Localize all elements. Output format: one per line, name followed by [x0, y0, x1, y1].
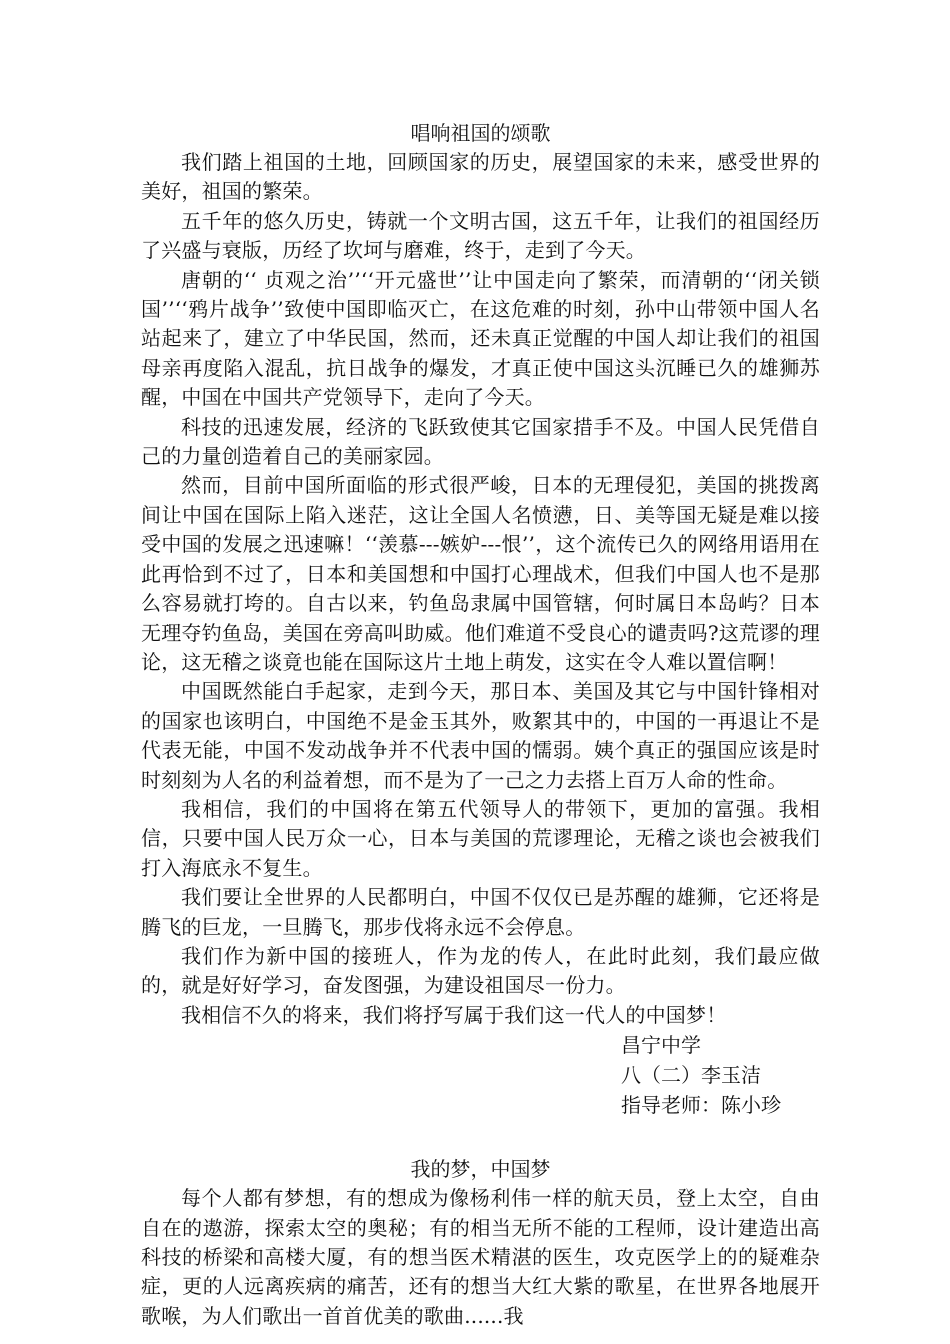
essay-1-paragraph: 我们踏上祖国的土地，回顾国家的历史，展望国家的未来，感受世界的美好，祖国的繁荣。	[141, 150, 820, 204]
essay-1-signature	[621, 1030, 820, 1120]
essay-1-paragraph: 五千年的悠久历史，铸就一个文明古国，这五千年，让我们的祖国经历了兴盛与衰版，历经了坎坷与磨难，终于，走到了今天。	[141, 208, 820, 263]
essay-1-paragraph: 我们作为新中国的接班人，作为龙的传人，在此时此刻，我们最应做的，就是好好学习，奋发图强，为建设祖国尽一份力。	[141, 943, 820, 998]
essay-2-paragraph: 每个人都有梦想，有的想成为像杨利伟一样的航天员，登上太空，自由自在的遨游，探索太空的奥秘；有的相当无所不能的工程师，设计建造出高科技的桥梁和高楼大厦，有的想当医术精湛的医生，攻克医学上的的疑难杂症，更的人远离疾病的痛苦，还有的想当大红大紫的歌星，在世界各地展开歌喉，为人们歌出一首首优美的歌曲......我	[141, 1186, 820, 1328]
school-name: 昌宁中学	[621, 1033, 701, 1058]
essay-1-paragraph: 然而，目前中国所面临的形式很严峻，日本的无理侵犯，美国的挑拨离间让中国在国际上陷入迷茫，这让全国人名愤懑，日、美等国无疑是难以接受中国的发展之迅速嘛！‘‘羡慕---嫉妒---恨’’，这个流传已久的网络用语用在此再恰到不过了，日本和美国想和中国打心理战术，但我们中国人也不是那么容易就打垮的。自古以来，钓鱼岛隶属中国管辖，何时属日本岛屿？日本无理夺钓鱼岛，美国在旁高叫助威。他们难道不受良心的谴责吗?这荒谬的理论，这无稽之谈竟也能在国际这片土地上萌发，这实在令人难以置信啊！	[141, 473, 820, 674]
essay-1-paragraph: 我相信不久的将来，我们将抒写属于我们这一代人的中国梦！	[181, 1002, 727, 1027]
essay-1-paragraph: 我相信，我们的中国将在第五代领导人的带领下，更加的富强。我相信，只要中国人民万众一心，日本与美国的荒谬理论，无稽之谈也会被我们打入海底永不复生。	[141, 796, 820, 880]
essay-2-body	[141, 1184, 820, 1331]
essay-1-body	[141, 148, 820, 1030]
document-page	[141, 118, 820, 1331]
essay-2-title: 我的梦，中国梦	[410, 1157, 551, 1182]
essay-1-paragraph: 唐朝的‘‘ 贞观之治’’‘‘开元盛世’’让中国走向了繁荣，而清朝的‘‘闭关锁国’’‘‘鸦片战争’’致使中国即临灭亡，在这危难的时刻，孙中山带领中国人名站起来了，建立了中华民国，然而，还未真正觉醒的中国人却让我们的祖国母亲再度陷入混乱，抗日战争的爆发，才真正使中国这头沉睡已久的雄狮苏醒，中国在中国共产党领导下，走向了今天。	[141, 267, 820, 410]
essay-1-paragraph: 我们要让全世界的人民都明白，中国不仅仅已是苏醒的雄狮，它还将是腾飞的巨龙，一旦腾飞，那步伐将永远不会停息。	[141, 885, 820, 939]
section-gap	[141, 1120, 820, 1154]
essay-1-paragraph: 科技的迅速发展，经济的飞跃致使其它国家措手不及。中国人民凭借自己的力量创造着自己的美丽家园。	[141, 414, 820, 469]
essay-1-paragraph: 中国既然能白手起家，走到今天，那日本、美国及其它与中国针锋相对的国家也该明白，中国绝不是金玉其外，败絮其中的，中国的一再退让不是代表无能，中国不发动战争并不代表中国的懦弱。姨个真正的强国应该是时时刻刻为人名的利益着想，而不是为了一己之力去搭上百万人命的性命。	[141, 679, 820, 792]
class-author: 八（二）李玉洁	[621, 1063, 761, 1088]
teacher-name: 指导老师：陈小珍	[621, 1093, 781, 1118]
essay-1-title: 唱响祖国的颂歌	[410, 121, 551, 145]
